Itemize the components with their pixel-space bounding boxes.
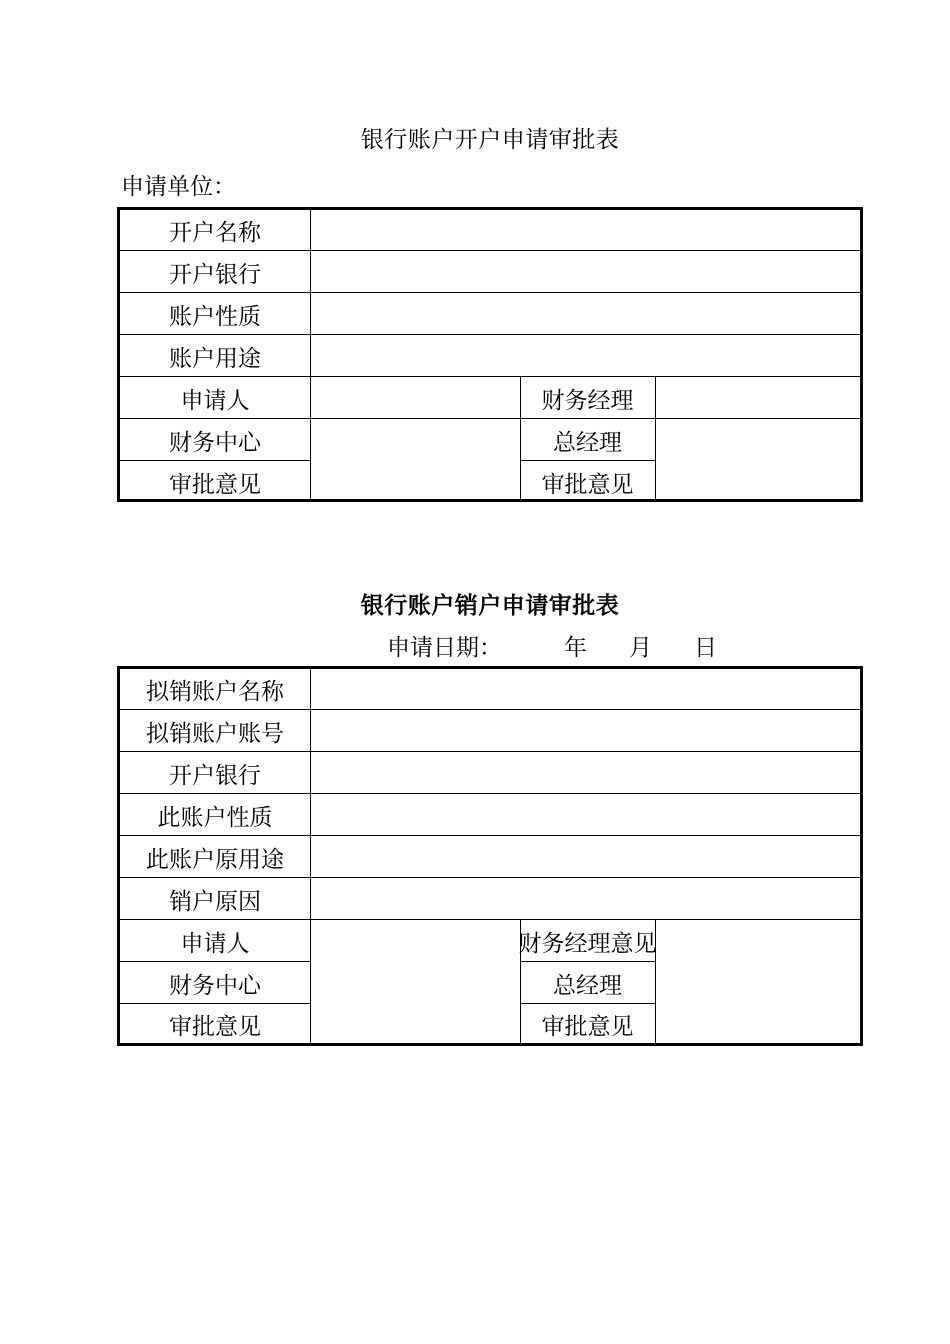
general-manager-opinion-field[interactable] xyxy=(657,963,860,1043)
general-manager-label: 总经理 xyxy=(553,972,622,999)
close-account-name-label: 拟销账户名称 xyxy=(146,678,284,705)
account-nature-field[interactable] xyxy=(312,294,860,334)
row-divider xyxy=(120,376,860,377)
close-form-title: 银行账户销户申请审批表 xyxy=(360,593,620,619)
col-divider xyxy=(310,210,311,499)
close-account-name-field[interactable] xyxy=(312,669,860,709)
row-divider xyxy=(120,250,860,251)
row-divider xyxy=(120,1003,310,1004)
row-divider xyxy=(120,961,310,962)
account-purpose-label: 账户用途 xyxy=(169,345,261,372)
close-account-number-field[interactable] xyxy=(312,711,860,751)
original-purpose-label: 此账户原用途 xyxy=(146,846,284,873)
row-divider xyxy=(120,460,310,461)
general-manager-label: 总经理 xyxy=(553,429,622,456)
account-nature-label: 此账户性质 xyxy=(157,804,273,831)
close-reason-label: 销户原因 xyxy=(169,888,261,915)
finance-center-label: 财务中心 xyxy=(169,972,261,999)
original-purpose-field[interactable] xyxy=(312,837,860,877)
row-divider xyxy=(120,919,860,920)
approval-opinion-label: 审批意见 xyxy=(169,471,261,498)
row-divider xyxy=(120,334,860,335)
applicant-field[interactable] xyxy=(312,378,520,418)
row-divider xyxy=(520,1003,655,1004)
row-divider xyxy=(120,751,860,752)
finance-center-opinion-field[interactable] xyxy=(312,963,520,1043)
row-divider xyxy=(120,835,860,836)
close-account-table xyxy=(117,666,863,1046)
open-form-title: 银行账户开户申请审批表 xyxy=(360,127,620,153)
row-divider xyxy=(520,961,655,962)
approval-opinion-label: 审批意见 xyxy=(541,471,634,498)
date-month-label: 月 xyxy=(629,635,652,661)
account-nature-label: 账户性质 xyxy=(169,303,261,330)
row-divider xyxy=(520,460,655,461)
applicant-label: 申请人 xyxy=(180,930,250,957)
approval-opinion-label: 审批意见 xyxy=(541,1013,634,1040)
approval-opinion-label: 审批意见 xyxy=(169,1013,261,1040)
date-year-label: 年 xyxy=(564,635,587,661)
open-account-table xyxy=(117,207,863,502)
finance-manager-field[interactable] xyxy=(657,378,860,418)
close-reason-field[interactable] xyxy=(312,879,860,919)
row-divider xyxy=(120,877,860,878)
account-name-label: 开户名称 xyxy=(169,219,261,246)
close-account-number-label: 拟销账户账号 xyxy=(146,720,284,747)
open-bank-label: 开户银行 xyxy=(169,261,261,288)
finance-manager-opinion-label: 财务经理意见 xyxy=(518,930,657,957)
date-day-label: 日 xyxy=(694,635,717,661)
row-divider xyxy=(120,709,860,710)
open-bank-field[interactable] xyxy=(312,252,860,292)
applicant-label: 申请人 xyxy=(180,387,250,414)
col-divider xyxy=(655,376,656,499)
finance-center-label: 财务中心 xyxy=(169,429,261,456)
application-date-label: 申请日期： xyxy=(387,635,502,661)
finance-center-opinion-field[interactable] xyxy=(312,420,520,502)
applicant-unit-label: 申请单位： xyxy=(121,174,236,200)
general-manager-opinion-field[interactable] xyxy=(657,420,860,502)
account-purpose-field[interactable] xyxy=(312,336,860,376)
finance-manager-label: 财务经理 xyxy=(541,387,634,414)
row-divider xyxy=(520,418,860,419)
open-bank-label: 开户银行 xyxy=(169,762,261,789)
row-divider xyxy=(120,793,860,794)
col-divider xyxy=(310,669,311,1043)
row-divider xyxy=(120,292,860,293)
account-nature-field[interactable] xyxy=(312,795,860,835)
open-bank-field[interactable] xyxy=(312,753,860,793)
account-name-field[interactable] xyxy=(312,210,860,250)
